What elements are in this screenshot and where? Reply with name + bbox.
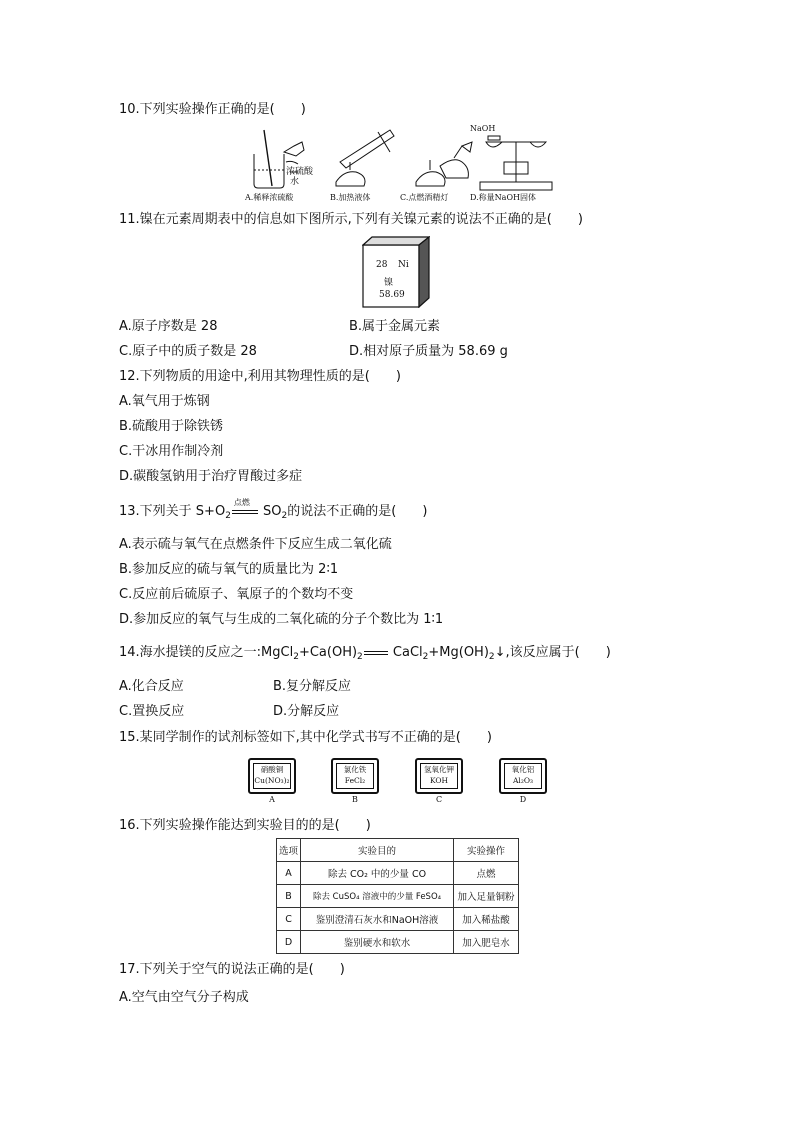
reagent-letter-c: C	[435, 795, 443, 804]
q16-stem: 16.下列实验操作能达到实验目的的是( )	[119, 818, 371, 833]
table-header: 选项	[277, 839, 301, 862]
table-row	[277, 908, 519, 931]
element-name: 镍	[384, 278, 394, 288]
table-cell: 除去 CuSO₄ 溶液中的少量 FeSO₄	[301, 885, 454, 908]
q11-option-b: B.属于金属元素	[349, 319, 441, 334]
table-header: 实验操作	[454, 839, 519, 862]
q11-option-c: C.原子中的质子数是 28	[119, 344, 257, 359]
table-cell: 加入稀盐酸	[454, 908, 519, 931]
q10-stem: 10.下列实验操作正确的是( )	[119, 102, 306, 117]
q13-option-a: A.表示硫与氧气在点燃条件下反应生成二氧化硫	[119, 537, 392, 552]
q12-option-d: D.碳酸氢钠用于治疗胃酸过多症	[119, 469, 303, 484]
q10-label-acid: 浓硫酸	[286, 167, 314, 177]
q17-option-a: A.空气由空气分子构成	[119, 990, 249, 1005]
table-cell: 鉴别硬水和软水	[301, 931, 454, 954]
q13-condition: 点燃	[233, 498, 250, 507]
q14-stem: 14.海水提镁的反应之一$:MgCl_2+Ca(OH)_2$ $CaCl_2+Mg(OH)_2↓$,该反应属于( )	[119, 645, 611, 662]
table-cell: C	[277, 908, 301, 931]
table-header-row	[277, 839, 519, 862]
q12-option-c: C.干冰用作制冷剂	[119, 444, 224, 459]
q14-option-c: C.置换反应	[119, 704, 185, 719]
q10-label-naoh: NaOH	[470, 124, 496, 133]
q12-option-b: B.硫酸用于除铁锈	[119, 419, 224, 434]
table-cell: B	[277, 885, 301, 908]
reagent-letter-b: B	[352, 795, 358, 804]
table-cell: D	[277, 931, 301, 954]
table-header: 实验目的	[301, 839, 454, 862]
q12-option-a: A.氧气用于炼钢	[119, 394, 210, 409]
q13-option-d: D.参加反应的氧气与生成的二氧化硫的分子个数比为 1∶1	[119, 612, 444, 627]
reagent-label-a: 硝酸铜 Cu(NO₃)₂	[248, 758, 296, 794]
q14-option-a: A.化合反应	[119, 679, 184, 694]
q13-stem: 13.下列关于 $S+O_2$ 点燃 $SO_2$的说法不正确的是( )	[119, 504, 427, 520]
q10-caption-d: D.称量NaOH固体	[470, 193, 536, 202]
q13-option-c: C.反应前后硫原子、氧原子的个数均不变	[119, 587, 354, 602]
table-cell: 加入肥皂水	[454, 931, 519, 954]
element-symbol: Ni	[398, 260, 409, 270]
element-number: 28	[376, 260, 388, 270]
table-cell: 加入足量铜粉	[454, 885, 519, 908]
q15-stem: 15.某同学制作的试剂标签如下,其中化学式书写不正确的是( )	[119, 730, 492, 745]
table-cell: 除去 CO₂ 中的少量 CO	[301, 862, 454, 885]
table-row	[277, 862, 519, 885]
reagent-label-d: 氧化铝 Al₂O₃	[499, 758, 547, 794]
reagent-label-b: 氯化铁 FeCl₂	[331, 758, 379, 794]
reagent-letter-a: A	[269, 795, 275, 804]
q11-stem: 11.镍在元素周期表中的信息如下图所示,下列有关镍元素的说法不正确的是( )	[119, 212, 583, 227]
q10-label-water: 水	[290, 177, 300, 187]
q10-caption-c: C.点燃酒精灯	[400, 193, 449, 202]
q12-stem: 12.下列物质的用途中,利用其物理性质的是( )	[119, 369, 401, 384]
table-cell: A	[277, 862, 301, 885]
q10-caption-b: B.加热液体	[330, 193, 371, 202]
table-cell: 点燃	[454, 862, 519, 885]
q11-option-a: A.原子序数是 28	[119, 319, 218, 334]
q10-caption-a: A.稀释浓硫酸	[245, 193, 294, 202]
q13-option-b: B.参加反应的硫与氧气的质量比为 2∶1	[119, 562, 339, 577]
q11-option-d: D.相对原子质量为 58.69 g	[349, 344, 508, 359]
table-row	[277, 885, 519, 908]
q14-option-b: B.复分解反应	[273, 679, 352, 694]
q14-option-d: D.分解反应	[273, 704, 340, 719]
element-mass: 58.69	[379, 290, 405, 300]
q17-stem: 17.下列关于空气的说法正确的是( )	[119, 962, 345, 977]
reagent-letter-d: D	[519, 795, 527, 804]
table-row	[277, 931, 519, 954]
q16-table	[276, 838, 519, 954]
reagent-label-c: 氢氧化钾 KOH	[415, 758, 463, 794]
table-cell: 鉴别澄清石灰水和NaOH溶液	[301, 908, 454, 931]
